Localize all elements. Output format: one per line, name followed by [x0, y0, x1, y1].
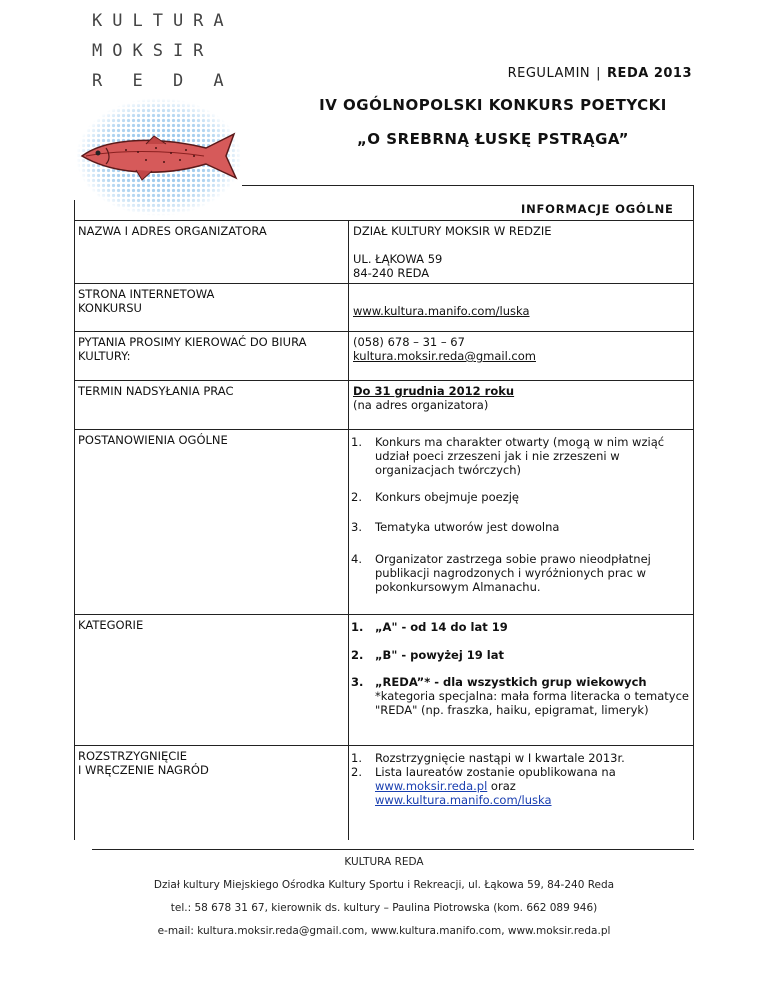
footer-contact: tel.: 58 678 31 67, kierownik ds. kultury – Paulina Piotrowska (kom. 662 089 946)	[170, 902, 598, 914]
item-text: „B" - powyżej 19 lat	[375, 648, 504, 662]
general-item-4	[351, 552, 700, 594]
table-row-results	[75, 745, 693, 841]
kultura-manifo-link[interactable]: www.kultura.manifo.com/luska	[375, 793, 552, 807]
moksir-link[interactable]: www.moksir.reda.pl	[375, 779, 488, 793]
results-label	[78, 749, 338, 777]
item-number: 2.	[351, 648, 364, 662]
organizer-city: 84-240 REDA	[353, 266, 430, 280]
table-row-website	[75, 283, 693, 332]
category-reda	[351, 675, 700, 717]
table-top-border	[242, 185, 694, 186]
footer-email: e-mail: kultura.moksir.reda@gmail.com, www.kultura.manifo.com, www.moksir.reda.pl	[157, 925, 611, 937]
table-row-deadline	[75, 380, 693, 430]
general-item-1	[351, 435, 700, 477]
item-number: 1.	[351, 435, 362, 449]
deadline-label: TERMIN NADSYŁANIA PRAC	[78, 384, 234, 398]
footer-address: Dział kultury Miejskiego Ośrodka Kultury Sportu i Rekreacji, ul. Łąkowa 59, 84-240 Reda	[153, 879, 615, 891]
table-row-categories	[75, 614, 693, 746]
item-number: 1.	[351, 620, 364, 634]
item-text: Konkurs ma charakter otwarty (mogą w nim wziąć udział poeci zrzeszeni jak i nie zrzeszeni w organizacjach twórczych)	[375, 435, 665, 477]
table-right-border	[693, 185, 694, 840]
item-text: „A" - od 14 do lat 19	[375, 620, 508, 634]
results-label-line-1: ROZSTRZYGNIĘCIE	[78, 749, 187, 763]
item-text: Konkurs obejmuje poezję	[375, 490, 520, 504]
organizer-label: NAZWA I ADRES ORGANIZATORA	[78, 224, 267, 238]
header-year: REDA 2013	[607, 66, 692, 81]
document-header	[508, 66, 692, 81]
contest-subtitle: „O SREBRNĄ ŁUSKĘ PSTRĄGA”	[356, 130, 630, 148]
item-text: Organizator zastrzega sobie prawo nieodpłatnej publikacji nagrodzonych i wyróżnionych prac w pokonkursowym Almanachu.	[375, 552, 651, 594]
contest-title: IV OGÓLNOPOLSKI KONKURS POETYCKI	[319, 96, 667, 114]
website-link[interactable]: www.kultura.manifo.com/luska	[353, 304, 530, 318]
category-a	[351, 620, 700, 634]
link-conjunction: oraz	[487, 779, 516, 793]
table-row-questions	[75, 331, 693, 381]
footer-divider	[92, 849, 694, 850]
categories-label: KATEGORIE	[78, 618, 144, 632]
section-title: INFORMACJE OGÓLNE	[521, 202, 674, 216]
trout-illustration	[76, 98, 242, 216]
kultura-moksir-logo	[92, 6, 234, 96]
table-row-general	[75, 429, 693, 615]
organizer-name: DZIAŁ KULTURY MOKSIR W REDZIE	[353, 224, 552, 238]
logo-line-1: KULTURA	[92, 11, 234, 31]
deadline-value	[353, 384, 683, 412]
item-text: Lista laureatów zostanie opublikowana na	[375, 765, 616, 779]
organizer-street: UL. ŁĄKOWA 59	[353, 252, 443, 266]
results-item-2: 2. Lista laureatów zostanie opublikowana na www.moksir.reda.pl oraz www.kultura.manifo.com/luska	[375, 765, 700, 807]
table-row-organizer	[75, 220, 693, 284]
category-b	[351, 648, 700, 662]
general-item-2	[351, 490, 700, 504]
item-number: 3.	[351, 675, 364, 689]
header-separator: |	[596, 66, 602, 81]
website-label: STRONA INTERNETOWA KONKURSU	[78, 287, 215, 315]
regulamin-label: REGULAMIN	[507, 66, 591, 81]
general-label: POSTANOWIENIA OGÓLNE	[78, 433, 228, 447]
results-label-line-2: I WRĘCZENIE NAGRÓD	[78, 763, 209, 777]
item-text: „REDA”* - dla wszystkich grup wiekowych	[375, 675, 647, 689]
item-text: Rozstrzygnięcie nastąpi w I kwartale 2013r.	[375, 751, 625, 765]
footer-org-name: KULTURA REDA	[344, 856, 424, 868]
item-number: 4.	[351, 552, 362, 566]
general-item-3	[351, 520, 700, 534]
item-number: 3.	[351, 520, 362, 534]
item-text: Tematyka utworów jest dowolna	[375, 520, 560, 534]
deadline-date: Do 31 grudnia 2012 roku	[353, 384, 515, 398]
contact-email-link[interactable]: kultura.moksir.reda@gmail.com	[353, 349, 536, 363]
category-note: *kategoria specjalna: mała forma literacka o tematyce "REDA" (np. fraszka, haiku, epigramat, limeryk)	[375, 689, 689, 717]
contact-value	[353, 335, 683, 363]
questions-label: PYTANIA PROSIMY KIEROWAĆ DO BIURA KULTURY:	[78, 335, 307, 363]
results-item-1: 1. Rozstrzygnięcie nastąpi w I kwartale 2013r.	[351, 751, 625, 765]
organizer-value	[353, 224, 683, 280]
item-number: 2.	[351, 490, 362, 504]
logo-line-3: R E D A	[92, 71, 234, 91]
deadline-note: (na adres organizatora)	[353, 398, 489, 412]
logo-line-2: MOKSIR	[92, 41, 214, 61]
contact-phone: (058) 678 – 31 – 67	[353, 335, 465, 349]
